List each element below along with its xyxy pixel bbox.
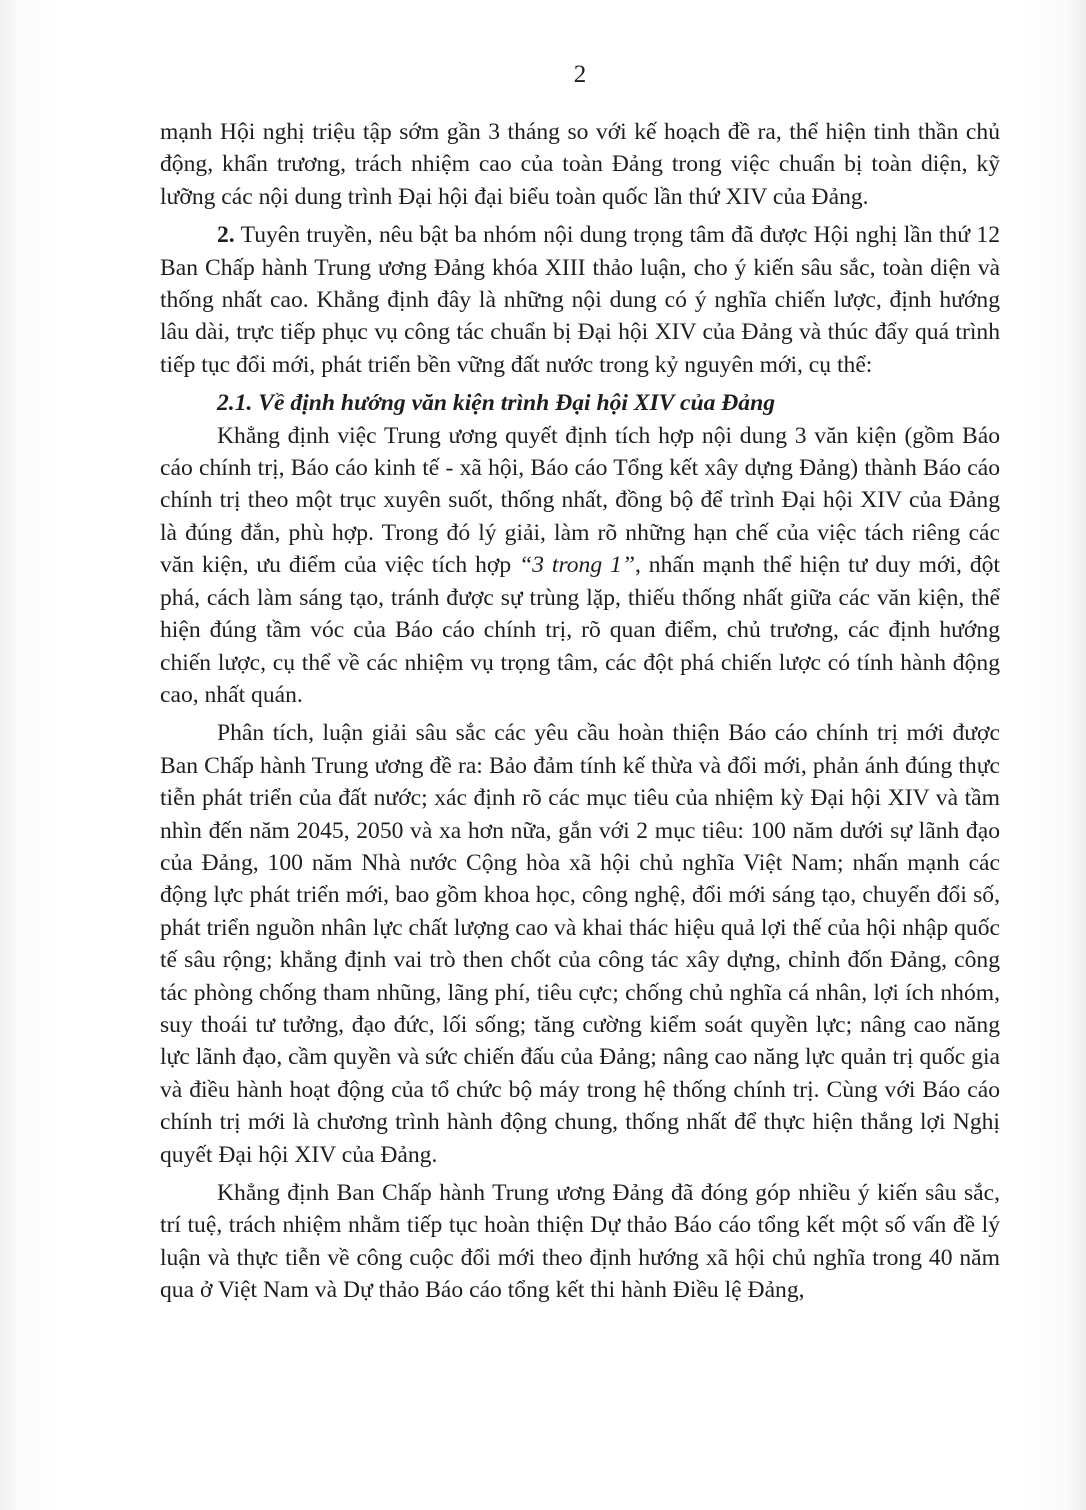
- paragraph-text: Khẳng định việc Trung ương quyết định tích hợp nội dung 3 văn kiện (gồm Báo cáo chính trị, Báo cáo kinh tế - xã hội, Báo cáo Tổng kết xây dựng Đảng) thành Báo cáo chính trị theo một trục xuyên suốt, thống nhất, đồng bộ để trình Đại hội XIV của Đảng là đúng đắn, phù hợp. Trong đó lý giải, làm rõ những hạn chế của việc tách riêng các văn kiện, ưu điểm của việc tích hợp: [160, 422, 1000, 579]
- paragraph-requirements: Phân tích, luận giải sâu sắc các yêu cầu hoàn thiện Báo cáo chính trị mới được Ban Chấp hành Trung ương đề ra: Bảo đảm tính kế thừa và đổi mới, phản ánh đúng thực tiễn phát triển của đất nước; xác định rõ các mục tiêu của nhiệm kỳ Đại hội XIV và tầm nhìn đến năm 2045, 2050 và xa hơn nữa, gắn với 2 mục tiêu: 100 năm dưới sự lãnh đạo của Đảng, 100 năm Nhà nước Cộng hòa xã hội chủ nghĩa Việt Nam; nhấn mạnh các động lực phát triển mới, bao gồm khoa học, công nghệ, đổi mới sáng tạo, chuyển đổi số, phát triển nguồn nhân lực chất lượng cao và khai thác hiệu quả lợi thế của hội nhập quốc tế sâu rộng; khẳng định vai trò then chốt của công tác xây dựng, chỉnh đốn Đảng, công tác phòng chống tham nhũng, lãng phí, tiêu cực; chống chủ nghĩa cá nhân, lợi ích nhóm, suy thoái tư tưởng, đạo đức, lối sống; tăng cường kiểm soát quyền lực; nâng cao năng lực lãnh đạo, cầm quyền và sức chiến đấu của Đảng; nâng cao năng lực quản trị quốc gia và điều hành hoạt động của tổ chức bộ máy trong hệ thống chính trị. Cùng với Báo cáo chính trị mới là chương trình hành động chung, thống nhất để thực hiện thắng lợi Nghị quyết Đại hội XIV của Đảng.: [160, 720, 1000, 1168]
- document-body: [160, 116, 1000, 1307]
- paragraph-section-2: [160, 219, 1000, 381]
- paragraph-continuation: mạnh Hội nghị triệu tập sớm gần 3 tháng so với kế hoạch đề ra, thể hiện tinh thần chủ động, khẩn trương, trách nhiệm cao của toàn Đảng trong việc chuẩn bị toàn diện, kỹ lưỡng các nội dung trình Đại hội đại biểu toàn quốc lần thứ XIV của Đảng.: [160, 119, 1000, 210]
- paragraph-text: Tuyên truyền, nêu bật ba nhóm nội dung trọng tâm đã được Hội nghị lần thứ 12 Ban Chấp hành Trung ương Đảng khóa XIII thảo luận, cho ý kiến sâu sắc, toàn diện và thống nhất cao. Khẳng định đây là những nội dung có ý nghĩa chiến lược, định hướng lâu dài, trực tiếp phục vụ công tác chuẩn bị Đại hội XIV của Đảng và thúc đẩy quá trình tiếp tục đổi mới, phát triển bền vững đất nước trong kỷ nguyên mới, cụ thể:: [160, 222, 1000, 378]
- page-number: 2: [573, 61, 587, 88]
- section-number: 2.: [217, 222, 235, 249]
- paragraph-documents-integration: [160, 420, 1000, 712]
- quoted-phrase: “3 trong 1”: [519, 552, 635, 579]
- paragraph-text: , nhấn mạnh thể hiện tư duy mới, đột phá, cách làm sáng tạo, tránh được sự trùng lặp, thiếu thống nhất giữa các văn kiện, thể hiện đúng tầm vóc của Báo cáo chính trị, rõ quan điểm, chủ trương, các định hướng chiến lược, cụ thể về các nhiệm vụ trọng tâm, các đột phá chiến lược có tính hành động cao, nhất quán.: [160, 552, 1000, 708]
- section-heading-2-1: 2.1. Về định hướng văn kiện trình Đại hội XIV của Đảng: [217, 390, 776, 417]
- paragraph-central-committee: Khẳng định Ban Chấp hành Trung ương Đảng đã đóng góp nhiều ý kiến sâu sắc, trí tuệ, trách nhiệm nhằm tiếp tục hoàn thiện Dự thảo Báo cáo tổng kết một số vấn đề lý luận và thực tiễn về công cuộc đổi mới theo định hướng xã hội chủ nghĩa trong 40 năm qua ở Việt Nam và Dự thảo Báo cáo tổng kết thi hành Điều lệ Đảng,: [160, 1180, 1000, 1304]
